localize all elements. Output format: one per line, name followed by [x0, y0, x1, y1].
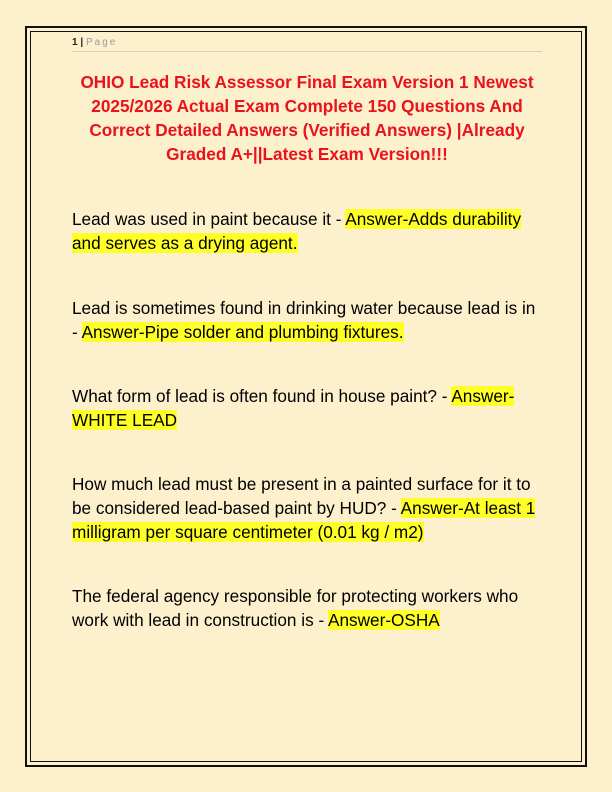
qa-item — [72, 384, 544, 432]
answer-text: Answer-OSHA — [328, 610, 440, 630]
page-separator: | — [80, 37, 84, 48]
answer-text: Answer-At least 1 milligram per square centimeter (0.01 kg / m2) — [72, 498, 536, 542]
document-title: OHIO Lead Risk Assessor Final Exam Version 1 Newest 2025/2026 Actual Exam Complete 150 Questions And Correct Detailed Answers (Verified Answers) |Already Graded A+||Latest Exam Version!!! — [80, 72, 534, 164]
answer-text: Answer-WHITE LEAD — [72, 386, 515, 430]
qa-item — [72, 584, 544, 632]
answer-text: Answer-Adds durability and serves as a drying agent. — [72, 209, 522, 253]
page-number: 1 — [72, 37, 78, 48]
question-text: The federal agency responsible for protecting workers who work with lead in construction is - — [72, 586, 519, 630]
page-label: Page — [85, 37, 118, 48]
question-text: Lead was used in paint because it - — [72, 209, 346, 229]
qa-item — [72, 296, 544, 344]
question-text: How much lead must be present in a painted surface for it to be considered lead-based paint by HUD? - — [72, 474, 531, 518]
page-header — [72, 36, 542, 52]
question-text: Lead is sometimes found in drinking water because lead is in - — [72, 298, 536, 342]
qa-item — [72, 207, 544, 255]
answer-text: Answer-Pipe solder and plumbing fixtures. — [81, 322, 404, 342]
question-text: What form of lead is often found in house paint? - — [72, 386, 452, 406]
qa-item — [72, 472, 544, 544]
